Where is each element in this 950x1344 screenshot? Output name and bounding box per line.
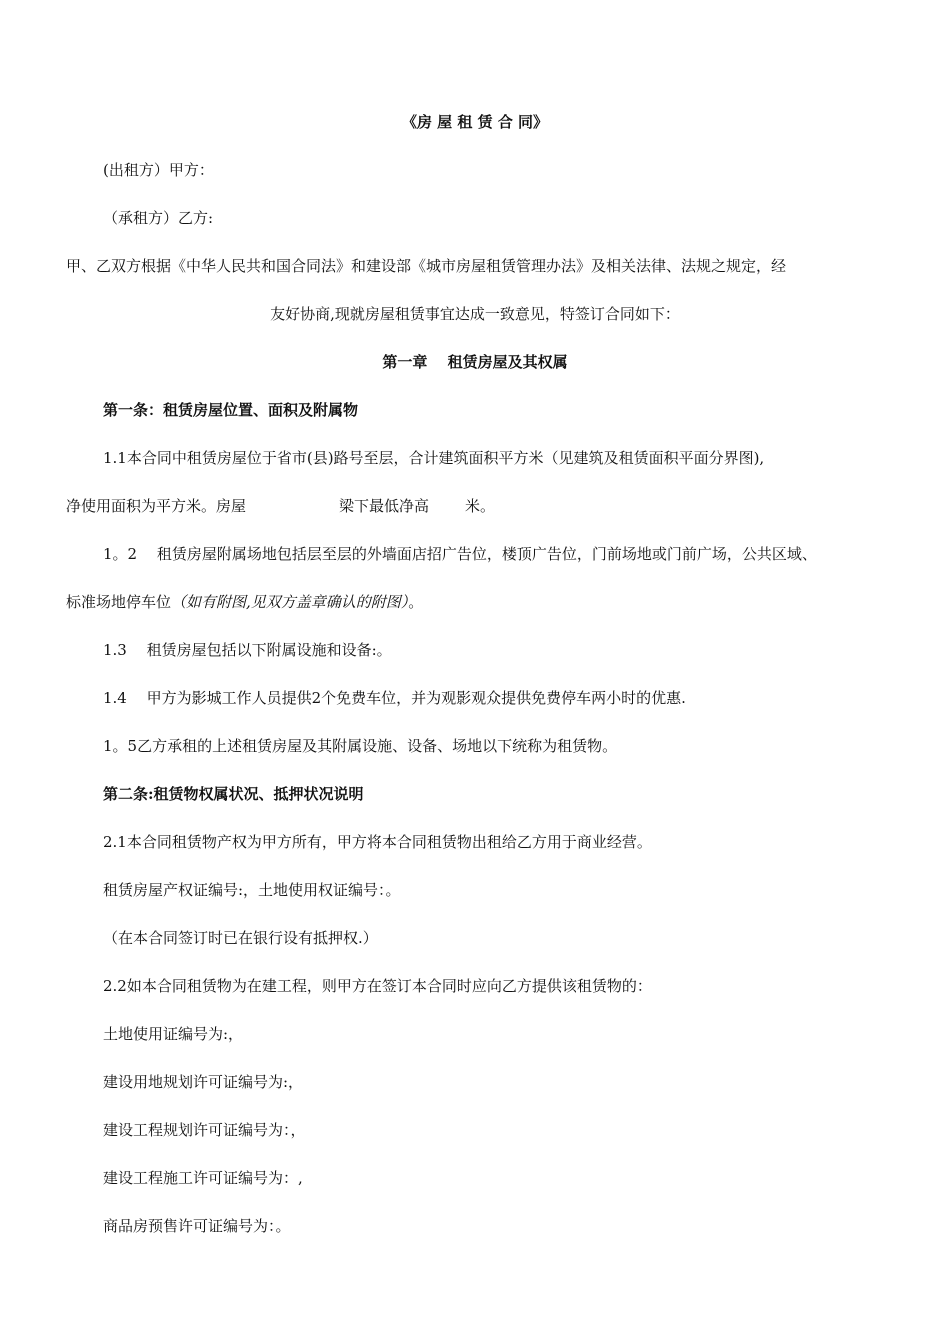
article-2-heading: 第二条:租赁物权属状况、抵押状况说明 bbox=[103, 785, 364, 803]
clause-1-2-end: 。 bbox=[408, 593, 424, 611]
presale-permit-line: 商品房预售许可证编号为：。 bbox=[103, 1217, 291, 1235]
clause-1-4: 1.4 甲方为影城工作人员提供2个免费车位，并为观影观众提供免费停车两小时的优惠. bbox=[103, 689, 686, 707]
clause-1-1-part-b: 梁下最低净高 bbox=[339, 497, 430, 515]
clause-2-1-certificates: 租赁房屋产权证编号:，土地使用权证编号：。 bbox=[103, 881, 401, 899]
clause-1-1-line-2 bbox=[66, 496, 495, 516]
land-use-certificate-line: 土地使用证编号为:， bbox=[103, 1025, 244, 1043]
land-planning-permit-line: 建设用地规划许可证编号为:， bbox=[103, 1073, 304, 1091]
clause-1-2-line-1: 1。2 租赁房屋附属场地包括层至层的外墙面店招广告位，楼顶广告位，门前场地或门前广场，公共区域、 bbox=[103, 545, 817, 563]
clause-1-1-line-1: 1.1本合同中租赁房屋位于省市(县)路号至层，合计建筑面积平方米（见建筑及租赁面积平面分界图), bbox=[103, 449, 765, 467]
clause-1-2-italic-note: （如有附图,见双方盖章确认的附图） bbox=[171, 593, 409, 611]
clause-1-5: 1。5乙方承租的上述租赁房屋及其附属设施、设备、场地以下统称为租赁物。 bbox=[103, 737, 618, 755]
clause-2-2: 2.2如本合同租赁物为在建工程，则甲方在签订本合同时应向乙方提供该租赁物的： bbox=[103, 977, 652, 995]
intro-paragraph-line-1: 甲、乙双方根据《中华人民共和国合同法》和建设部《城市房屋租赁管理办法》及相关法律、法规之规定，经 bbox=[66, 257, 787, 275]
lessor-line: (出租方）甲方： bbox=[103, 161, 214, 179]
chapter-heading: 第一章 租赁房屋及其权属 bbox=[382, 353, 568, 371]
clause-2-1: 2.1本合同租赁物产权为甲方所有，甲方将本合同租赁物出租给乙方用于商业经营。 bbox=[103, 833, 652, 851]
clause-1-1-part-c: 米。 bbox=[465, 497, 496, 515]
clause-1-2-line-2 bbox=[66, 592, 423, 612]
lessee-line: （承租方）乙方: bbox=[103, 209, 214, 227]
clause-2-1-mortgage-note: （在本合同签订时已在银行设有抵押权.） bbox=[103, 929, 378, 947]
engineering-planning-permit-line: 建设工程规划许可证编号为：， bbox=[103, 1121, 306, 1139]
clause-1-1-part-a: 净使用面积为平方米。房屋 bbox=[66, 497, 247, 515]
document-title: 《房 屋 租 赁 合 同》 bbox=[401, 113, 549, 131]
article-1-heading: 第一条：租赁房屋位置、面积及附属物 bbox=[103, 401, 359, 419]
clause-1-2-text: 标准场地停车位 bbox=[66, 593, 172, 611]
construction-permit-line: 建设工程施工许可证编号为：, bbox=[103, 1169, 303, 1187]
intro-paragraph-line-2: 友好协商,现就房屋租赁事宜达成一致意见，特签订合同如下： bbox=[270, 305, 680, 323]
clause-1-3: 1.3 租赁房屋包括以下附属设施和设备:。 bbox=[103, 641, 392, 659]
